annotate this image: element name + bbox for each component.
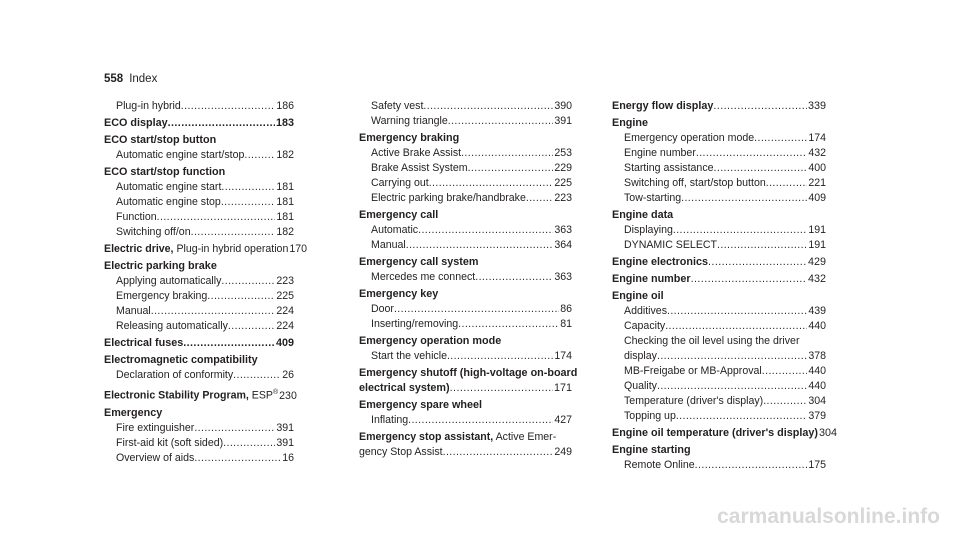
index-entry: DYNAMIC SELECT ..... 191 xyxy=(612,238,826,253)
index-heading: ECO start/stop button xyxy=(104,134,217,146)
index-entry: Automatic engine start ..... 181 xyxy=(104,180,294,195)
index-entry: First-aid kit (soft sided) ..... 391 xyxy=(104,436,294,451)
index-entry: Plug-in hybrid ..... 186 xyxy=(104,99,294,114)
index-entry: Door ..... 86 xyxy=(359,302,572,317)
index-entry: Automatic engine start/stop ..... 182 xyxy=(104,148,294,163)
index-entry: Switching off/on ..... 182 xyxy=(104,225,294,240)
index-entry: gency Stop Assist ..... 249 xyxy=(359,445,572,460)
index-entry: Engine number ..... 432 xyxy=(612,146,826,161)
index-entry: Electric drive, Plug-in hybrid operation 170 xyxy=(104,243,308,255)
index-entry: display ..... 378 xyxy=(612,349,826,364)
index-entry: Automatic ..... 363 xyxy=(359,223,572,238)
index-entry: Checking the oil level using the driver xyxy=(624,335,800,347)
page-header xyxy=(104,73,157,85)
index-entry: Displaying ..... 191 xyxy=(612,223,826,238)
index-heading: ECO start/stop function xyxy=(104,166,226,178)
index-entry: Switching off, start/stop button ..... 221 xyxy=(612,176,826,191)
index-heading: Engine oil xyxy=(612,290,664,302)
footer xyxy=(0,503,960,533)
index-entry: Emergency braking ..... 225 xyxy=(104,289,294,304)
index-heading: Engine data xyxy=(612,209,674,221)
index-entry: Topping up ..... 379 xyxy=(612,409,826,424)
index-entry: Engine number ..... 432 xyxy=(612,272,826,287)
index-heading: Engine xyxy=(612,117,648,129)
index-entry: Overview of aids ..... 16 xyxy=(104,451,294,466)
index-entry: Carrying out ..... 225 xyxy=(359,176,572,191)
index-entry: Tow-starting ..... 409 xyxy=(612,191,826,206)
index-entry: Electronic Stability Program, ESP® 230 xyxy=(104,389,297,402)
index-entry: Starting assistance ..... 400 xyxy=(612,161,826,176)
index-entry: Function ..... 181 xyxy=(104,210,294,225)
index-entry: Capacity ..... 440 xyxy=(612,319,826,334)
index-heading: Emergency spare wheel xyxy=(359,399,483,411)
index-entry: Electric parking brake/handbrake ..... 223 xyxy=(359,191,572,206)
index-entry: Manual ..... 364 xyxy=(359,238,572,253)
index-entry: Emergency operation mode ..... 174 xyxy=(612,131,826,146)
index-entry: Applying automatically ..... 223 xyxy=(104,274,294,289)
index-entry: Inflating ..... 427 xyxy=(359,413,572,428)
index-entry: Energy flow display ..... 339 xyxy=(612,99,826,114)
index-entry: Mercedes me connect ..... 363 xyxy=(359,270,572,285)
watermark: carmanualsonline.info xyxy=(717,505,940,528)
index-entry: Engine oil temperature (driver's display) 304 xyxy=(612,427,837,439)
index-heading: Emergency operation mode xyxy=(359,335,502,347)
index-entry: Start the vehicle ..... 174 xyxy=(359,349,572,364)
index-entry: Releasing automatically ..... 224 xyxy=(104,319,294,334)
index-heading: Emergency xyxy=(104,406,163,419)
index-heading: Emergency call system xyxy=(359,256,479,268)
index-entry: Additives ..... 439 xyxy=(612,304,826,319)
index-entry: Brake Assist System ..... 229 xyxy=(359,161,572,176)
index-entry: Electrical fuses ..... 409 xyxy=(104,336,294,351)
index-heading: Engine starting xyxy=(612,444,691,456)
index-entry: Temperature (driver's display) ..... 304 xyxy=(612,394,826,409)
index-entry: Inserting/removing ..... 81 xyxy=(359,317,572,332)
index-entry: Automatic engine stop ..... 181 xyxy=(104,195,294,210)
index-entry: Engine electronics ..... 429 xyxy=(612,255,826,270)
index-column-2 xyxy=(359,99,578,460)
index-entry: Warning triangle ..... 391 xyxy=(359,114,572,129)
index-entry: Quality ..... 440 xyxy=(612,379,826,394)
index-entry: Emergency stop assistant, Active Emer- xyxy=(359,431,557,443)
index-heading: Emergency braking xyxy=(359,132,460,144)
index-entry: Remote Online ..... 175 xyxy=(612,458,826,473)
index-entry: MB-Freigabe or MB-Approval ..... 440 xyxy=(612,364,826,379)
index-entry: Active Brake Assist ..... 253 xyxy=(359,146,572,161)
index-heading: Electric parking brake xyxy=(104,260,217,272)
index-heading: Emergency key xyxy=(359,288,439,300)
index-entry: Manual ..... 224 xyxy=(104,304,294,319)
index-heading: Emergency call xyxy=(359,209,439,221)
index-heading: Electromagnetic compatibility xyxy=(104,354,258,366)
index-entry: Fire extinguisher ..... 391 xyxy=(104,421,294,436)
index-entry: Declaration of conformity ..... 26 xyxy=(104,368,294,383)
index-heading: Emergency shutoff (high-voltage on-board xyxy=(359,367,578,379)
index-entry: Safety vest ..... 390 xyxy=(359,99,572,114)
index-column-3 xyxy=(612,99,837,473)
index-entry: electrical system) ..... 171 xyxy=(359,381,572,396)
section-title: Index xyxy=(129,73,158,85)
index-entry: ECO display ..... 183 xyxy=(104,116,294,131)
index-column-1 xyxy=(104,99,308,466)
page-number: 558 xyxy=(104,73,124,85)
